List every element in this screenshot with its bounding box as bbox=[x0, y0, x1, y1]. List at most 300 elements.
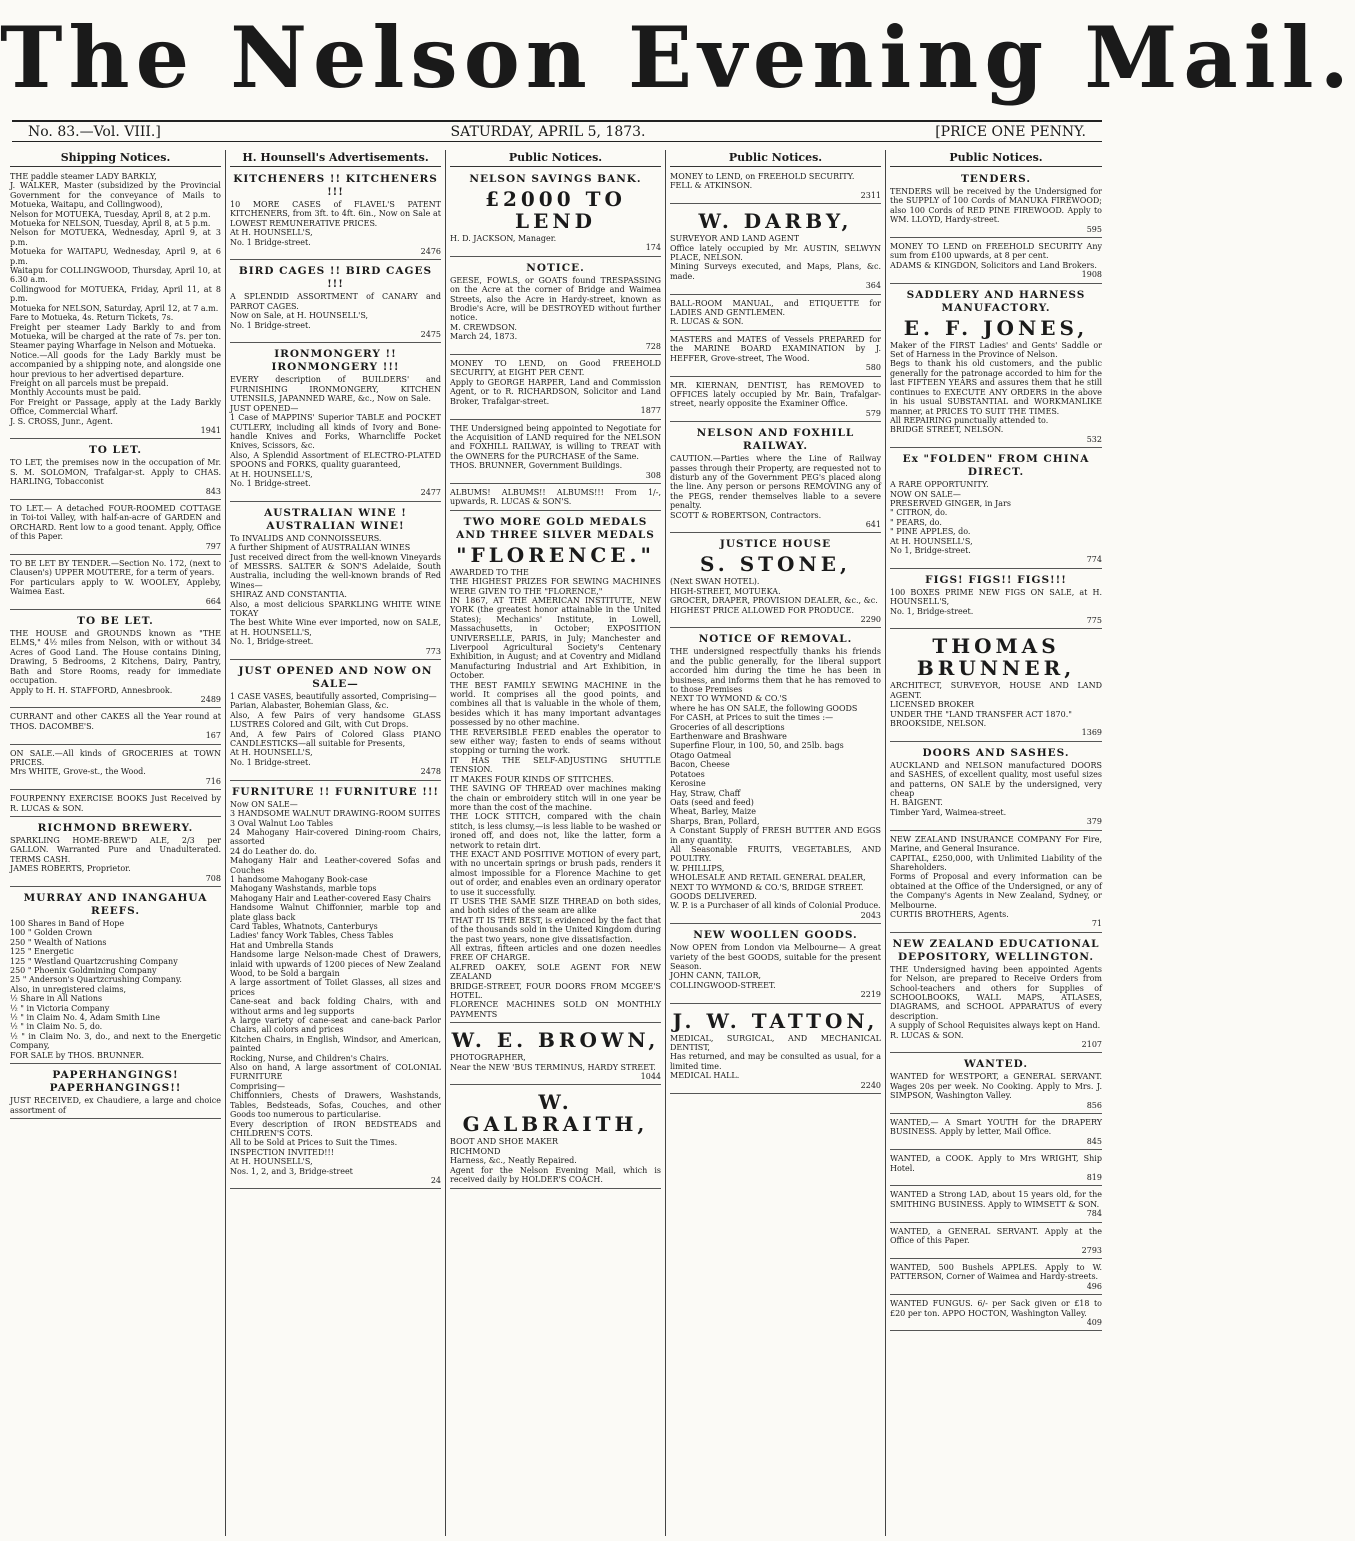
ad-text-line: Just received direct from the well-known Vineyards of MESSRS. SALTER & SON'S Adelaide, South Australia, including the well-known brands of Red Wines— bbox=[230, 552, 441, 590]
ad-text-line: BOOT AND SHOE MAKER bbox=[450, 1137, 558, 1147]
advertisement bbox=[890, 286, 1102, 448]
newspaper-columns bbox=[6, 150, 1108, 1536]
ad-text-line: BRIDGE-STREET, FOUR DOORS FROM MCGEE'S HOTEL. bbox=[450, 981, 661, 1001]
ad-text-line: JUST OPENED— bbox=[230, 403, 299, 413]
ad-text-line: THE REVERSIBLE FEED enables the operator to sew either way; fasten to ends of seams without stopping or turning the work. bbox=[450, 727, 661, 756]
ad-title: RICHMOND BREWERY. bbox=[37, 821, 194, 834]
ad-text-line: Handsome large Nelson-made Chest of Drawers, inlaid with upwards of 1200 pieces of New Zealand Wood, to be Sold a bargain bbox=[230, 950, 441, 978]
ad-text-line: H. BAIGENT. bbox=[890, 798, 943, 808]
advertisement bbox=[450, 259, 661, 355]
advertisement bbox=[670, 170, 881, 204]
issue-date: SATURDAY, APRIL 5, 1873. bbox=[450, 123, 646, 140]
ad-text-line: Mining Surveys executed, and Maps, Plans, &c. made. bbox=[670, 262, 881, 281]
ad-text-line: FLORENCE MACHINES SOLD ON MONTHLY PAYMENTS bbox=[450, 1000, 661, 1019]
ad-text-line: " PEARS, do. bbox=[890, 517, 942, 527]
ad-text-line: Motueka for NELSON, Tuesday, April 8, at 5 p.m. bbox=[10, 219, 211, 229]
ad-text-line: R. LUCAS & SON. bbox=[670, 317, 744, 327]
ad-text-line: MASTERS and MATES of Vessels PREPARED for the MARINE BOARD EXAMINATION by J. HEFFER, Grove-street, The Wood. bbox=[670, 334, 881, 363]
ad-title: NOTICE OF REMOVAL. bbox=[698, 633, 853, 646]
ad-text-line: For Freight or Passage, apply at the Lady Barkly Office, Commercial Wharf. bbox=[10, 397, 221, 417]
ad-text-line: FELL & ATKINSON. bbox=[670, 181, 753, 191]
ad-text-line: 250 " Wealth of Nations bbox=[10, 937, 107, 947]
ad-text-line: 125 " Energetic bbox=[10, 947, 74, 957]
ad-text-line: Now OPEN from London via Melbourne— A great variety of the best GOODS, suitable for the present Season. bbox=[670, 943, 881, 971]
ad-text-line: Kitchen Chairs, in English, Windsor, and American, painted bbox=[230, 1034, 441, 1054]
ad-text-line: NEXT TO WYMOND & CO.'S, BRIDGE STREET. bbox=[670, 882, 864, 892]
ad-text-line: Handsome Walnut Chiffonnier, marble top and plate glass back bbox=[230, 903, 441, 922]
advertisement bbox=[670, 535, 881, 628]
ad-text-line: THE paddle steamer LADY BARKLY, bbox=[10, 172, 157, 181]
ad-text-line: ½ Share in All Nations bbox=[10, 994, 103, 1004]
ad-text-line: Hat and Umbrella Stands bbox=[230, 940, 334, 950]
advertisement bbox=[10, 747, 221, 791]
advertisement bbox=[230, 170, 441, 260]
ad-reference-number: 579 bbox=[865, 408, 881, 418]
ad-text-line: WHOLESALE AND RETAIL GENERAL DEALER, bbox=[670, 873, 866, 883]
ad-text-line: Now ON SALE— bbox=[230, 799, 298, 809]
ad-text-line: At H. HOUNSELL'S, bbox=[230, 469, 313, 479]
ad-text-line: Nelson for MOTUEKA, Tuesday, April 8, at 2 p.m. bbox=[10, 209, 211, 219]
ad-text-line: Timber Yard, Waimea-street. bbox=[890, 807, 1007, 817]
ad-text-line: 3 HANDSOME WALNUT DRAWING-ROOM SUITES bbox=[230, 809, 441, 819]
ad-text-line: Parian, Alabaster, Bohemian Glass, &c. bbox=[230, 701, 389, 711]
ad-reference-number: 2489 bbox=[200, 694, 221, 704]
ad-text-line: Every description of IRON BEDSTEADS and CHILDREN'S COTS. bbox=[230, 1119, 441, 1138]
ad-reference-number: 856 bbox=[1086, 1100, 1102, 1110]
ad-text-line: Motueka for WAITAPU, Wednesday, April 9, at 6 p.m. bbox=[10, 247, 221, 266]
ad-title: FIGS! FIGS!! FIGS!!! bbox=[925, 573, 1067, 586]
ad-text-line: Monthly Accounts must be paid. bbox=[10, 388, 141, 398]
advertisement bbox=[890, 1152, 1102, 1186]
ad-reference-number: 580 bbox=[865, 363, 881, 373]
ad-text-line: IT MAKES FOUR KINDS OF STITCHES. bbox=[450, 774, 614, 784]
advertisement bbox=[230, 504, 441, 660]
column-heading: Shipping Notices. bbox=[10, 150, 221, 167]
ad-reference-number: 2240 bbox=[860, 1080, 881, 1090]
ad-reference-number: 774 bbox=[1086, 555, 1102, 565]
ad-text-line: H. D. JACKSON, Manager. bbox=[450, 234, 557, 243]
ad-text-line: THE BEST FAMILY SEWING MACHINE in the world. It comprises all the good points, and combines all that is valuable in the whole of them, besides which it has many important advantages possessed by no other machine. bbox=[450, 680, 661, 728]
advertisement bbox=[670, 379, 881, 423]
ad-text-line: MR. KIERNAN, DENTIST, has REMOVED to OFFICES lately occupied by Mr. Bain, Trafalgar-street, nearly opposite the Examiner Office. bbox=[670, 380, 881, 409]
ad-text-line: Mrs WHITE, Grove-st., the Wood. bbox=[10, 767, 146, 777]
ad-display-heading: J. W. TATTON, bbox=[672, 1008, 879, 1033]
ad-text-line: Also on hand, A large assortment of COLONIAL FURNITURE bbox=[230, 1063, 441, 1082]
ad-reference-number: 308 bbox=[645, 470, 661, 480]
ad-text-line: Apply to H. H. STAFFORD, Annesbrook. bbox=[10, 685, 173, 695]
ad-reference-number: 379 bbox=[1086, 817, 1102, 827]
ad-text-line: THOS. BRUNNER, Government Buildings. bbox=[450, 461, 623, 471]
ad-text-line: No. 1, Bridge-street. bbox=[890, 606, 974, 616]
ad-text-line: All extras, fifteen articles and one dozen needles FREE OF CHARGE. bbox=[450, 944, 661, 963]
ad-text-line: ½ " in Claim No. 4, Adam Smith Line bbox=[10, 1013, 160, 1023]
ad-text-line: A further Shipment of AUSTRALIAN WINES bbox=[230, 543, 411, 553]
ad-text-line: THE HOUSE and GROUNDS known as "THE ELMS," 4½ miles from Nelson, with or without 34 Acres of Good Land. The House contains Dining, Drawing, 5 Bedrooms, 2 Kitchens, Dairy, Pantry, Bath and Store Rooms, ready for immediate occupation. bbox=[10, 629, 221, 686]
ad-title: SADDLERY AND HARNESS MANUFACTORY. bbox=[906, 288, 1086, 314]
ad-text-line: WANTED, a COOK. Apply to Mrs WRIGHT, Ship Hotel. bbox=[890, 1154, 1102, 1173]
ad-reference-number: 664 bbox=[205, 596, 221, 606]
ad-text-line: A supply of School Requisites always kept on Hand. bbox=[890, 1021, 1101, 1031]
ad-text-line: WANTED a Strong LAD, about 15 years old, for the SMITHING BUSINESS. Apply to WIMSETT & SON. bbox=[890, 1190, 1102, 1209]
ad-text-line: Hay, Straw, Chaff bbox=[670, 788, 741, 798]
ad-text-line: Freight on all parcels must be prepaid. bbox=[10, 378, 169, 388]
ad-text-line: 100 BOXES PRIME NEW FIGS ON SALE, at H. HOUNSELL'S, bbox=[890, 587, 1102, 607]
ad-text-line: Motueka for NELSON, Saturday, April 12, at 7 a.m. bbox=[10, 303, 219, 313]
column-4 bbox=[666, 150, 886, 1536]
ad-text-line: Earthenware and Brashware bbox=[670, 732, 787, 742]
ad-reference-number: 2290 bbox=[860, 615, 881, 624]
ad-text-line: THAT IT IS THE BEST, is evidenced by the fact that of the thousands sold in the United Kingdom during the past two years, none give dissatisfaction. bbox=[450, 915, 662, 944]
ad-text-line: A large variety of cane-seat and cane-back Parlor Chairs, all colors and prices bbox=[230, 1016, 441, 1035]
ad-text-line: ½ " in Claim No. 3, do., and next to the Energetic Company, bbox=[10, 1031, 221, 1051]
ad-text-line: J. WALKER, Master (subsidized by the Provincial Government for the conveyance of Mails to Motueka, Waitapu, and Collingwood), bbox=[10, 181, 221, 210]
ad-text-line: HIGH-STREET, MOTUEKA. bbox=[670, 586, 781, 596]
ad-title: NELSON SAVINGS BANK. bbox=[469, 173, 642, 185]
ad-text-line: No. 1 Bridge-street. bbox=[230, 320, 311, 330]
ad-text-line: TO LET, the premises now in the occupation of Mr. S. M. SOLOMON, Trafalgar-st. Apply to CHAS. HARLING, Tobacconist bbox=[10, 458, 221, 487]
ad-text-line: EVERY description of BUILDERS' and FURNISHING IRONMONGERY, KITCHEN UTENSILS, JAPANNED WARE, &c., Now on Sale. bbox=[230, 375, 441, 404]
ad-text-line: Waitapu for COLLINGWOOD, Thursday, April 10, at 6.30 a.m. bbox=[10, 266, 221, 285]
advertisement bbox=[10, 819, 221, 887]
ad-text-line: At H. HOUNSELL'S, bbox=[230, 228, 313, 238]
ad-reference-number: 2476 bbox=[420, 247, 441, 257]
advertisement bbox=[890, 240, 1102, 284]
ad-text-line: R. LUCAS & SON. bbox=[890, 1030, 964, 1040]
ad-text-line: MEDICAL, SURGICAL, AND MECHANICAL DENTIST, bbox=[670, 1033, 881, 1053]
ad-title: AUSTRALIAN WINE ! AUSTRALIAN WINE! bbox=[264, 506, 407, 532]
ad-text-line: At H. HOUNSELL'S, bbox=[230, 1157, 313, 1167]
ad-display-heading: E. F. JONES, bbox=[903, 315, 1089, 340]
advertisement bbox=[890, 1188, 1102, 1222]
ad-text-line: Near the NEW 'BUS TERMINUS, HARDY STREET. bbox=[450, 1062, 656, 1072]
advertisement bbox=[450, 1025, 661, 1085]
advertisement bbox=[450, 422, 661, 484]
ad-text-line: No. 1 Bridge-street. bbox=[230, 757, 311, 767]
ad-text-line: IT USES THE SAME SIZE THREAD on both sides, and both sides of the seam are alike bbox=[450, 896, 661, 916]
advertisement bbox=[10, 792, 221, 817]
ad-reference-number: 2475 bbox=[420, 330, 441, 340]
ad-text-line: MEDICAL HALL. bbox=[670, 1071, 740, 1081]
ad-reference-number: 2043 bbox=[860, 910, 881, 920]
column-1 bbox=[6, 150, 226, 1536]
column-2 bbox=[226, 150, 446, 1536]
ad-title: TENDERS. bbox=[960, 173, 1032, 185]
ad-reference-number: 784 bbox=[1086, 1209, 1102, 1219]
ad-reference-number: 364 bbox=[865, 281, 881, 291]
ad-text-line: Mahogany Hair and Leather-covered Easy Chairs bbox=[230, 893, 431, 903]
ad-title: DOORS AND SASHES. bbox=[922, 746, 1070, 759]
advertisement bbox=[890, 744, 1102, 831]
ad-reference-number: 2219 bbox=[860, 990, 881, 1000]
ad-title: WANTED. bbox=[963, 1058, 1029, 1071]
ad-text-line: SCOTT & ROBERTSON, Contractors. bbox=[670, 510, 822, 520]
ad-text-line: 3 Oval Walnut Loo Tables bbox=[230, 818, 333, 828]
ad-title: NELSON AND FOXHILL RAILWAY. bbox=[696, 427, 855, 453]
ad-text-line: HIGHEST PRICE ALLOWED FOR PRODUCE. bbox=[670, 605, 855, 615]
ad-text-line: AWARDED TO THE bbox=[450, 567, 529, 577]
ad-text-line: BROOKSIDE, NELSON. bbox=[890, 719, 987, 729]
ad-text-line: WANTED for WESTPORT, a GENERAL SERVANT. Wages 20s per week. No Cooking. Apply to Mrs. J. SIMPSON, Washington Valley. bbox=[890, 1072, 1102, 1101]
ad-text-line: RICHMOND bbox=[450, 1146, 501, 1156]
ad-text-line: (Next SWAN HOTEL). bbox=[670, 577, 760, 587]
ad-text-line: Comprising— bbox=[230, 1081, 285, 1091]
advertisement bbox=[670, 333, 881, 377]
advertisement bbox=[10, 889, 221, 1064]
ad-text-line: MONEY TO LEND, on Good FREEHOLD SECURITY, at EIGHT PER CENT. bbox=[450, 359, 661, 378]
ad-text-line: GOODS DELIVERED. bbox=[670, 891, 757, 901]
ad-reference-number: 845 bbox=[1086, 1136, 1102, 1146]
ad-text-line: Oats (seed and feed) bbox=[670, 797, 754, 807]
ad-text-line: FOR SALE by THOS. BRUNNER. bbox=[10, 1050, 145, 1060]
advertisement bbox=[670, 1006, 881, 1094]
ad-text-line: All REPAIRING punctually attended to. bbox=[890, 415, 1049, 425]
ad-text-line: BRIDGE STREET, NELSON. bbox=[890, 425, 1004, 435]
ad-reference-number: 773 bbox=[425, 646, 441, 656]
ad-text-line: " PINE APPLES, do. bbox=[890, 527, 971, 537]
ad-title: BIRD CAGES !! BIRD CAGES !!! bbox=[238, 265, 433, 291]
ad-text-line: TO BE LET BY TENDER.—Section No. 172, (next to Clausen's) UPPER MOUTERE, for a term of years. bbox=[10, 559, 221, 578]
ad-text-line: Kerosine bbox=[670, 779, 706, 789]
ad-text-line: Mahogany Hair and Leather-covered Sofas and Couches bbox=[230, 856, 441, 875]
ad-text-line: ALFRED OAKEY, SOLE AGENT FOR NEW ZEALAND bbox=[450, 962, 661, 982]
ad-text-line: Potatoes bbox=[670, 769, 705, 779]
column-heading: Public Notices. bbox=[450, 150, 661, 167]
advertisement bbox=[670, 297, 881, 331]
ad-title: Ex "FOLDEN" FROM CHINA DIRECT. bbox=[902, 453, 1090, 479]
ad-text-line: MONEY to LEND, on FREEHOLD SECURITY. bbox=[670, 172, 855, 181]
ad-text-line: NOW ON SALE— bbox=[890, 489, 961, 499]
ad-text-line: IT HAS THE SELF-ADJUSTING SHUTTLE TENSION. bbox=[450, 755, 661, 775]
advertisement bbox=[10, 710, 221, 744]
ad-text-line: ½ " in Claim No. 5, do. bbox=[10, 1022, 103, 1032]
ad-reference-number: 2107 bbox=[1081, 1040, 1102, 1049]
ad-text-line: 250 " Phoenix Goldmining Company bbox=[10, 966, 157, 976]
ad-text-line: CAPITAL, £250,000, with Unlimited Liability of the Shareholders. bbox=[890, 853, 1102, 872]
ad-text-line: 24 do Leather do. do. bbox=[230, 846, 317, 856]
ad-text-line: PHOTOGRAPHER, bbox=[450, 1053, 526, 1063]
ad-text-line: THE Undersigned being appointed to Negotiate for the Acquisition of LAND required for the NELSON and FOXHILL RAILWAY, is willing to TREAT with the OWNERS for the PURCHASE of the Same. bbox=[450, 423, 661, 461]
ad-text-line: ½ " in Victoria Company bbox=[10, 1003, 110, 1013]
dateline bbox=[12, 120, 1102, 142]
ad-title: TWO MORE GOLD MEDALS AND THREE SILVER MEDALS bbox=[456, 515, 655, 541]
ad-text-line: Maker of the FIRST Ladies' and Gents' Saddle or Set of Harness in the Province of Nelson. bbox=[890, 340, 1102, 360]
ad-reference-number: 409 bbox=[1086, 1317, 1102, 1327]
advertisement bbox=[450, 513, 661, 1024]
advertisement bbox=[890, 1225, 1102, 1259]
ad-text-line: Bacon, Cheese bbox=[670, 760, 730, 770]
advertisement bbox=[10, 612, 221, 708]
ad-text-line: A RARE OPPORTUNITY. bbox=[890, 480, 989, 490]
advertisement bbox=[890, 1297, 1102, 1331]
ad-text-line: THE SAVING OF THREAD over machines making the chain or embroidery stitch will in one year be more than the cost of the machine. bbox=[450, 784, 661, 812]
ad-text-line: All to be Sold at Prices to Suit the Times. bbox=[230, 1138, 398, 1148]
ad-text-line: Fare to Motueka, 4s. Return Tickets, 7s. bbox=[10, 313, 174, 323]
ad-text-line: TO LET.— A detached FOUR-ROOMED COTTAGE in Toi-toi Valley, with half-an-acre of GARDEN and ORCHARD. Rent low to a good tenant. Apply, Office of this Paper. bbox=[10, 504, 221, 542]
advertisement bbox=[10, 1066, 221, 1119]
advertisement bbox=[450, 486, 661, 511]
ad-text-line: SHIRAZ AND CONSTANTIA. bbox=[230, 590, 347, 600]
ad-text-line: For particulars apply to W. WOOLEY, Appleby, Waimea East. bbox=[10, 577, 221, 597]
ad-text-line: Mahogany Washstands, marble tops bbox=[230, 884, 377, 894]
ad-text-line: where he has ON SALE, the following GOODS bbox=[670, 703, 858, 713]
ad-text-line: Chiffonniers, Chests of Drawers, Washstands, Tables, Bedsteads, Sofas, Couches, and other Goods too numerous to particularise. bbox=[230, 1091, 441, 1120]
ad-text-line: 100 " Golden Crown bbox=[10, 928, 93, 938]
ad-text-line: FOURPENNY EXERCISE BOOKS Just Received by R. LUCAS & SON. bbox=[10, 794, 221, 813]
ad-display-heading: THOMAS BRUNNER, bbox=[916, 634, 1076, 681]
ad-text-line: Also, in unregistered claims, bbox=[10, 984, 127, 994]
ad-text-line: Notice.—All goods for the Lady Barkly must be accompanied by a shipping note, and alongside one hour previous to her advertised departure. bbox=[10, 350, 221, 379]
ad-text-line: M. CREWDSON. bbox=[450, 322, 517, 332]
advertisement bbox=[670, 424, 881, 533]
advertisement bbox=[890, 935, 1102, 1054]
ad-text-line: ALBUMS! ALBUMS!! ALBUMS!!! From 1/-, upwards, R. LUCAS & SON'S. bbox=[450, 487, 661, 507]
advertisement bbox=[890, 450, 1102, 569]
ad-title: MURRAY AND INANGAHUA REEFS. bbox=[23, 892, 208, 917]
ad-reference-number: 708 bbox=[205, 873, 221, 883]
ad-text-line: SPARKLING HOME-BREW'D ALE, 2/3 per GALLON. Warranted Pure and Unadulterated. TERMS CASH. bbox=[10, 835, 221, 864]
ad-text-line: GEESE, FOWLS, or GOATS found TRESPASSING on the Acre at the corner of Bridge and Waimea Streets, also the Acre in Hardy-street, known as Brodie's Acre, will be DESTROYED without further notice. bbox=[450, 275, 661, 323]
ad-text-line: NEXT TO WYMOND & CO.'S bbox=[670, 694, 788, 704]
ad-text-line: Also, A Splendid Assortment of ELECTRO-PLATED SPOONS and FORKS, quality guaranteed, bbox=[230, 450, 441, 470]
ad-text-line: PRESERVED GINGER, in Jars bbox=[890, 498, 1011, 508]
ad-reference-number: 174 bbox=[645, 243, 661, 253]
advertisement bbox=[670, 206, 881, 294]
ad-text-line: BALL-ROOM MANUAL, and ETIQUETTE for LADIES AND GENTLEMEN. bbox=[670, 298, 881, 318]
ad-text-line: 24 Mahogany Hair-covered Dining-room Chairs, assorted bbox=[230, 827, 441, 847]
ad-display-heading: W. E. BROWN, bbox=[451, 1028, 660, 1053]
advertisement bbox=[450, 1087, 661, 1188]
ad-reference-number: 1908 bbox=[1081, 270, 1102, 280]
ad-text-line: Nos. 1, 2, and 3, Bridge-street bbox=[230, 1166, 353, 1176]
ad-text-line: To INVALIDS AND CONNOISSEURS. bbox=[230, 533, 382, 543]
ad-reference-number: 24 bbox=[430, 1175, 441, 1185]
ad-reference-number: 775 bbox=[1086, 616, 1102, 625]
ad-text-line: The best White Wine ever imported, now on SALE, at H. HOUNSELL'S, bbox=[230, 618, 441, 637]
advertisement bbox=[230, 345, 441, 501]
ad-text-line: Also, A few Pairs of very handsome GLASS LUSTRES Colored and Gilt, with Cut Drops. bbox=[230, 710, 441, 730]
ad-reference-number: 843 bbox=[205, 486, 221, 496]
ad-text-line: W. PHILLIPS, bbox=[670, 863, 725, 873]
ad-text-line: Forms of Proposal and every information can be obtained at the Office of the Undersigned, or any of the Company's Agents in New Zealand, Sydney, or Melbourne. bbox=[890, 872, 1102, 910]
ad-text-line: THE undersigned respectfully thanks his friends and the public generally, for the liberal support accorded him during the time he has been in business, and informs them that he has removed to to those Premises bbox=[670, 647, 881, 695]
ad-text-line: JOHN CANN, TAILOR, bbox=[670, 971, 762, 981]
ad-reference-number: 1044 bbox=[640, 1072, 661, 1082]
ad-reference-number: 2477 bbox=[420, 488, 441, 498]
ad-display-heading: "FLORENCE." bbox=[456, 542, 655, 567]
ad-text-line: JAMES ROBERTS, Proprietor. bbox=[10, 864, 131, 874]
ad-text-line: 100 Shares in Band of Hope bbox=[10, 919, 125, 928]
ad-title: TO BE LET. bbox=[77, 615, 154, 628]
ad-text-line: No 1, Bridge-street. bbox=[890, 545, 971, 555]
ad-text-line: 125 " Westland Quartzcrushing Company bbox=[10, 956, 178, 966]
ad-text-line: TENDERS will be received by the Undersigned for the SUPPLY of 100 Cords of MANUKA FIREWOOD; also 100 Cords of RED PINE FIREWOOD. Apply to WM. LLOYD, Hardy-street. bbox=[890, 187, 1102, 225]
ad-text-line: Collingwood for MOTUEKA, Friday, April 11, at 8 p.m. bbox=[10, 284, 221, 304]
advertisement bbox=[670, 630, 881, 924]
ad-text-line: 10 MORE CASES of FLAVEL'S PATENT KITCHENERS, from 3ft. to 4ft. 6in., Now on Sale at LOWEST REMUNERATIVE PRICES. bbox=[230, 200, 441, 228]
ad-display-heading: £2000 TO LEND bbox=[485, 187, 626, 233]
advertisement bbox=[230, 262, 441, 343]
advertisement bbox=[890, 170, 1102, 238]
ad-reference-number: 797 bbox=[205, 541, 221, 551]
ad-reference-number: 1369 bbox=[1081, 728, 1102, 738]
ad-text-line: CURTIS BROTHERS, Agents. bbox=[890, 909, 1009, 919]
advertisement bbox=[890, 1261, 1102, 1295]
ad-reference-number: 595 bbox=[1086, 224, 1102, 234]
ad-text-line: Freight per steamer Lady Barkly to and from Motueka, will be charged at the rate of 7s. per ton. Steamer paying Wharfage in Nelson and Motueka. bbox=[10, 322, 221, 351]
advertisement bbox=[10, 441, 221, 500]
ad-reference-number: 819 bbox=[1086, 1173, 1102, 1183]
ad-text-line: IN 1867, AT THE AMERICAN INSTITUTE, NEW YORK (the greatest honor attainable in the United States); Mechanics' Institute, in Lowell, Massachusetts, in October; EXPOSITION UNIVERSELLE, PARIS, in July; Manchester and Liverpool Agricultural Society's Centenary Exhibition, in August; and at Coventry and Midland Manufacturing Industrial and Art Exhibition, in October. bbox=[450, 595, 661, 681]
ad-text-line: Otago Oatmeal bbox=[670, 750, 732, 760]
advertisement bbox=[890, 1055, 1102, 1114]
ad-text-line: Wheat, Barley, Maize bbox=[670, 807, 756, 817]
ad-text-line: A SPLENDID ASSORTMENT of CANARY and PARROT CAGES. bbox=[230, 292, 441, 311]
ad-text-line: J. S. CROSS, Junr., Agent. bbox=[10, 416, 113, 426]
ad-text-line: 1 Case of MAPPINS' Superior TABLE and POCKET CUTLERY, including all kinds of Ivory and Bone-handle Knives and Forks, Wharncliffe Pocket Knives, Scissors, &c. bbox=[230, 413, 441, 451]
ad-text-line: Sharps, Bran, Pollard, bbox=[670, 816, 760, 826]
ad-text-line: Has returned, and may be consulted as usual, for a limited time. bbox=[670, 1052, 881, 1071]
ad-text-line: AUCKLAND and NELSON manufactured DOORS and SASHES, of excellent quality, most useful sizes and patterns, ON SALE by the undersigned, very cheap bbox=[890, 760, 1102, 799]
ad-text-line: THE HIGHEST PRIZES FOR SEWING MACHINES WERE GIVEN TO THE "FLORENCE," bbox=[450, 577, 661, 596]
advertisement bbox=[450, 357, 661, 419]
ad-reference-number: 496 bbox=[1086, 1281, 1102, 1291]
ad-display-heading: S. STONE, bbox=[700, 552, 851, 577]
ad-text-line: THE LOCK STITCH, compared with the chain stitch, is less clumsy,—is less liable to be washed or ironed off, and does not, like the latter, form a network to retain dirt. bbox=[450, 812, 661, 850]
advertisement bbox=[10, 502, 221, 555]
ad-text-line: No. 1, Bridge-street. bbox=[230, 637, 314, 647]
ad-text-line: And, A few Pairs of Colored Glass PIANO CANDLESTICKS—all suitable for Presents, bbox=[230, 729, 441, 749]
ad-text-line: GROCER, DRAPER, PROVISION DEALER, &c., &c. bbox=[670, 596, 878, 606]
ad-reference-number: 728 bbox=[645, 341, 661, 351]
ad-text-line: THE EXACT AND POSITIVE MOTION of every part, with no uncertain springs or brush pads, renders it almost impossible for a Florence Machine to get out of order, and enables even an ordinary operator to use it successfully. bbox=[450, 849, 661, 897]
ad-reference-number: 641 bbox=[865, 519, 881, 529]
ad-text-line: CURRANT and other CAKES all the Year round at THOS. DACOMBE'S. bbox=[10, 712, 221, 731]
masthead-title: The Nelson Evening Mail. bbox=[0, 8, 1355, 107]
column-5 bbox=[886, 150, 1106, 1536]
ad-text-line: COLLINGWOOD-STREET. bbox=[670, 980, 776, 990]
ad-text-line: ON SALE.—All kinds of GROCERIES at TOWN PRICES. bbox=[10, 748, 221, 767]
ad-text-line: At H. HOUNSELL'S, bbox=[890, 536, 973, 546]
ad-text-line: JUST RECEIVED, ex Chaudiere, a large and choice assortment of bbox=[10, 1096, 221, 1115]
advertisement bbox=[670, 926, 881, 1003]
ad-title: FURNITURE !! FURNITURE !!! bbox=[231, 785, 440, 798]
column-heading: H. Hounsell's Advertisements. bbox=[230, 150, 441, 167]
ad-text-line: THE Undersigned having been appointed Agents for Nelson, are prepared to Receive Orders from School-teachers and others for Supplies of SCHOOLBOOKS, WALL MAPS, ATLASES, DIAGRAMS, and SCHOOL APPARATUS of every description. bbox=[890, 964, 1102, 1021]
issue-price: [PRICE ONE PENNY. bbox=[935, 123, 1086, 140]
ad-reference-number: 167 bbox=[205, 731, 221, 741]
ad-text-line: LICENSED BROKER bbox=[890, 700, 975, 710]
ad-reference-number: 532 bbox=[1086, 434, 1102, 444]
ad-text-line: A Constant Supply of FRESH BUTTER AND EGGS in any quantity. bbox=[670, 826, 881, 845]
ad-text-line: No. 1 Bridge-street. bbox=[230, 478, 311, 488]
ad-text-line: A large assortment of Toilet Glasses, all sizes and prices bbox=[230, 978, 441, 997]
issue-number: No. 83.—Vol. VIII.] bbox=[28, 123, 161, 140]
column-heading: Public Notices. bbox=[890, 150, 1102, 167]
advertisement bbox=[230, 662, 441, 781]
ad-text-line: Begs to thank his old customers, and the public generally for the patronage accorded to him for the last FIFTEEN YEARS and assures them that he still continues to EXECUTE ANY ORDERS in the above in his usual SUBSTANTIAL and WORKMANLIKE manner, at PRICES TO SUIT THE TIMES. bbox=[890, 359, 1102, 416]
advertisement bbox=[10, 170, 221, 439]
advertisement bbox=[450, 170, 661, 257]
ad-reference-number: 1941 bbox=[200, 425, 221, 435]
ad-text-line: Groceries of all descriptions bbox=[670, 722, 785, 732]
advertisement bbox=[890, 1116, 1102, 1150]
ad-reference-number: 716 bbox=[205, 776, 221, 786]
ad-text-line: Superfine Flour, in 100, 50, and 25lb. bags bbox=[670, 741, 844, 751]
ad-text-line: INSPECTION INVITED!!! bbox=[230, 1147, 334, 1157]
ad-reference-number: 1877 bbox=[640, 406, 661, 416]
ad-text-line: 1 handsome Mahogany Book-case bbox=[230, 874, 368, 884]
ad-display-heading: W. GALBRAITH, bbox=[462, 1090, 649, 1137]
